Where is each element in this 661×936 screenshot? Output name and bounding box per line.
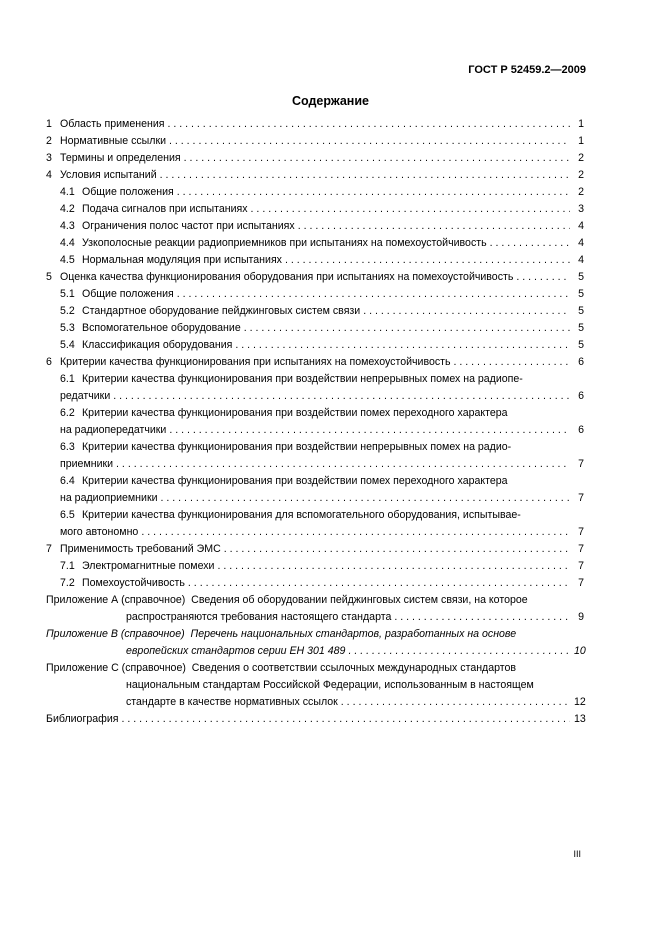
dot-leader [348, 646, 570, 657]
toc-entry-6[interactable] [46, 357, 584, 374]
entry-title: Применимость требований ЭМС [60, 543, 221, 555]
toc-appendix-c-line1[interactable] [46, 663, 584, 680]
entry-title: Условия испытаний [60, 169, 157, 181]
toc-entry-4-3[interactable] [46, 221, 584, 238]
entry-title: Ограничения полос частот при испытаниях [82, 220, 295, 232]
entry-number: 6.4 [60, 475, 75, 487]
page-ref: 3 [578, 203, 584, 215]
toc-entry-4[interactable] [46, 170, 584, 187]
entry-number: 5.2 [60, 305, 75, 317]
entry-number: 5 [46, 271, 52, 283]
entry-number: 7 [46, 543, 52, 555]
toc-entry-6-4-line1[interactable] [46, 476, 584, 493]
entry-title: Стандартное оборудование пейджинговых систем связи [82, 305, 361, 317]
entry-title: Критерии качества функционирования для вспомогательного оборудования, испытывае- [82, 509, 521, 521]
appendix-heading: Приложение В (справочное) [46, 628, 185, 640]
entry-title: Область применения [60, 118, 165, 130]
toc-entry-6-4-line2[interactable] [46, 493, 584, 510]
page-ref: 10 [574, 645, 586, 657]
page-ref: 5 [578, 288, 584, 300]
appendix-title: Сведения об оборудовании пейджинговых систем связи, на которое [191, 594, 528, 606]
dot-leader [285, 255, 570, 266]
dot-leader [394, 612, 570, 623]
page-ref: 2 [578, 169, 584, 181]
page-ref: 5 [578, 339, 584, 351]
page-ref: 7 [578, 458, 584, 470]
page-ref: 7 [578, 560, 584, 572]
dot-leader [177, 289, 570, 300]
toc-entry-bibliography[interactable] [46, 714, 584, 731]
dot-leader [251, 204, 570, 215]
toc-entry-6-3-line1[interactable] [46, 442, 584, 459]
entry-number: 7.2 [60, 577, 75, 589]
dot-leader [121, 714, 570, 725]
entry-title: Критерии качества функционирования при испытаниях на помехоустойчивость [60, 356, 451, 368]
dot-leader [490, 238, 570, 249]
toc-entry-4-2[interactable] [46, 204, 584, 221]
entry-number: 6.5 [60, 509, 75, 521]
dot-leader [224, 544, 570, 555]
entry-number: 4.5 [60, 254, 75, 266]
dot-leader [516, 272, 570, 283]
entry-title: Помехоустойчивость [82, 577, 185, 589]
entry-number: 1 [46, 118, 52, 130]
entry-title: Узкополосные реакции радиоприемников при испытаниях на помехоустойчивость [82, 237, 487, 249]
entry-title: Нормативные ссылки [60, 135, 167, 147]
page-ref: 1 [578, 118, 584, 130]
toc-entry-7-1[interactable] [46, 561, 584, 578]
page-ref: 5 [578, 322, 584, 334]
toc-entry-6-1-line2[interactable] [46, 391, 584, 408]
entry-title: Подача сигналов при испытаниях [82, 203, 248, 215]
entry-title: Критерии качества функционирования при воздействии помех переходного характера [82, 475, 508, 487]
toc-entry-7-2[interactable] [46, 578, 584, 595]
entry-title: Общие положения [82, 186, 174, 198]
entry-title: Классификация оборудования [82, 339, 233, 351]
entry-number: 6.2 [60, 407, 75, 419]
toc-entry-4-5[interactable] [46, 255, 584, 272]
dot-leader [363, 306, 570, 317]
entry-number: 3 [46, 152, 52, 164]
entry-number: 5.3 [60, 322, 75, 334]
toc-entry-5-3[interactable] [46, 323, 584, 340]
toc-appendix-b-line2[interactable] [46, 646, 584, 663]
dot-leader [169, 136, 570, 147]
toc-entry-5-1[interactable] [46, 289, 584, 306]
entry-number: 6.1 [60, 373, 75, 385]
appendix-title: Сведения о соответствии ссылочных международных стандартов [191, 662, 517, 674]
appendix-title-continued: европейских стандартов серии ЕН 301 489 [126, 645, 346, 657]
appendix-heading: Приложение А (справочное) [46, 594, 186, 606]
toc-appendix-c-line2[interactable] [46, 680, 584, 697]
entry-number: 5.1 [60, 288, 75, 300]
page-ref: 7 [578, 492, 584, 504]
entry-number: 6.3 [60, 441, 75, 453]
toc-appendix-a-line1[interactable] [46, 595, 584, 612]
toc-entry-5-2[interactable] [46, 306, 584, 323]
toc-entry-6-5-line2[interactable] [46, 527, 584, 544]
entry-number: 4.4 [60, 237, 75, 249]
entry-title: Критерии качества функционирования при воздействии помех переходного характера [82, 407, 508, 419]
dot-leader [116, 459, 570, 470]
dot-leader [184, 153, 570, 164]
dot-leader [244, 323, 570, 334]
entry-number: 5.4 [60, 339, 75, 351]
dot-leader [188, 578, 570, 589]
page-ref: 9 [578, 611, 584, 623]
entry-number: 4 [46, 169, 52, 181]
entry-title-continued: на радиоприемники [60, 492, 158, 504]
entry-title: Критерии качества функционирования при воздействии непрерывных помех на радиопе- [82, 373, 523, 385]
toc-entry-3[interactable] [46, 153, 584, 170]
toc-entry-6-5-line1[interactable] [46, 510, 584, 527]
entry-title: Нормальная модуляция при испытаниях [82, 254, 282, 266]
page-ref: 2 [578, 152, 584, 164]
page-ref: 6 [578, 424, 584, 436]
entry-title: Библиография [46, 713, 119, 725]
page-ref: 6 [578, 390, 584, 402]
dot-leader [235, 340, 570, 351]
toc-entry-5[interactable] [46, 272, 584, 289]
page-ref: 6 [578, 356, 584, 368]
entry-number: 7.1 [60, 560, 75, 572]
appendix-title: Перечень национальных стандартов, разработанных на основе [190, 628, 517, 640]
entry-title-continued: приемники [60, 458, 114, 470]
toc-appendix-c-line3[interactable] [46, 697, 584, 714]
page-title: Содержание [291, 94, 369, 108]
dot-leader [161, 493, 570, 504]
toc-entry-4-1[interactable] [46, 187, 584, 204]
dot-leader [177, 187, 570, 198]
toc-entry-6-3-line2[interactable] [46, 459, 584, 476]
dot-leader [217, 561, 570, 572]
page-ref: 12 [574, 696, 586, 708]
entry-number: 2 [46, 135, 52, 147]
page-ref: 5 [578, 305, 584, 317]
entry-title-continued: мого автономно [60, 526, 139, 538]
toc-appendix-b-line1[interactable] [46, 629, 584, 646]
entry-title: Термины и определения [60, 152, 181, 164]
dot-leader [113, 391, 570, 402]
page-ref: 13 [574, 713, 586, 725]
page-number: III [573, 849, 581, 859]
entry-number: 6 [46, 356, 52, 368]
entry-number: 4.2 [60, 203, 75, 215]
table-of-contents [46, 119, 584, 731]
appendix-heading: Приложение С (справочное) [46, 662, 186, 674]
entry-number: 4.3 [60, 220, 75, 232]
page-ref: 7 [578, 577, 584, 589]
toc-entry-6-2-line1[interactable] [46, 408, 584, 425]
appendix-title-continued: стандарте в качестве нормативных ссылок [126, 696, 338, 708]
dot-leader [169, 425, 570, 436]
toc-entry-6-1-line1[interactable] [46, 374, 584, 391]
page-ref: 5 [578, 271, 584, 283]
entry-title: Общие положения [82, 288, 174, 300]
page-ref: 7 [578, 543, 584, 555]
toc-entry-4-4[interactable] [46, 238, 584, 255]
dot-leader [454, 357, 570, 368]
page-ref: 1 [578, 135, 584, 147]
dot-leader [160, 170, 570, 181]
page-ref: 2 [578, 186, 584, 198]
dot-leader [341, 697, 570, 708]
page-ref: 7 [578, 526, 584, 538]
appendix-title-continued: национальным стандартам Российской Федерации, использованным в настоящем [126, 679, 534, 691]
entry-title: Критерии качества функционирования при воздействии непрерывных помех на радио- [82, 441, 512, 453]
dot-leader [167, 119, 570, 130]
entry-title-continued: на радиопередатчики [60, 424, 167, 436]
dot-leader [298, 221, 570, 232]
toc-entry-6-2-line2[interactable] [46, 425, 584, 442]
page-ref: 4 [578, 237, 584, 249]
entry-number: 4.1 [60, 186, 75, 198]
standard-designation: ГОСТ Р 52459.2—2009 [468, 64, 586, 76]
page-ref: 4 [578, 220, 584, 232]
entry-title: Электромагнитные помехи [82, 560, 215, 572]
toc-entry-7[interactable] [46, 544, 584, 561]
entry-title: Вспомогательное оборудование [82, 322, 241, 334]
toc-entry-2[interactable] [46, 136, 584, 153]
appendix-title-continued: распространяются требования настоящего стандарта [126, 611, 392, 623]
toc-entry-5-4[interactable] [46, 340, 584, 357]
page-ref: 4 [578, 254, 584, 266]
dot-leader [141, 527, 570, 538]
toc-appendix-a-line2[interactable] [46, 612, 584, 629]
entry-title: Оценка качества функционирования оборудования при испытаниях на помехоустойчивость [60, 271, 514, 283]
entry-title-continued: редатчики [60, 390, 111, 402]
toc-entry-1[interactable] [46, 119, 584, 136]
